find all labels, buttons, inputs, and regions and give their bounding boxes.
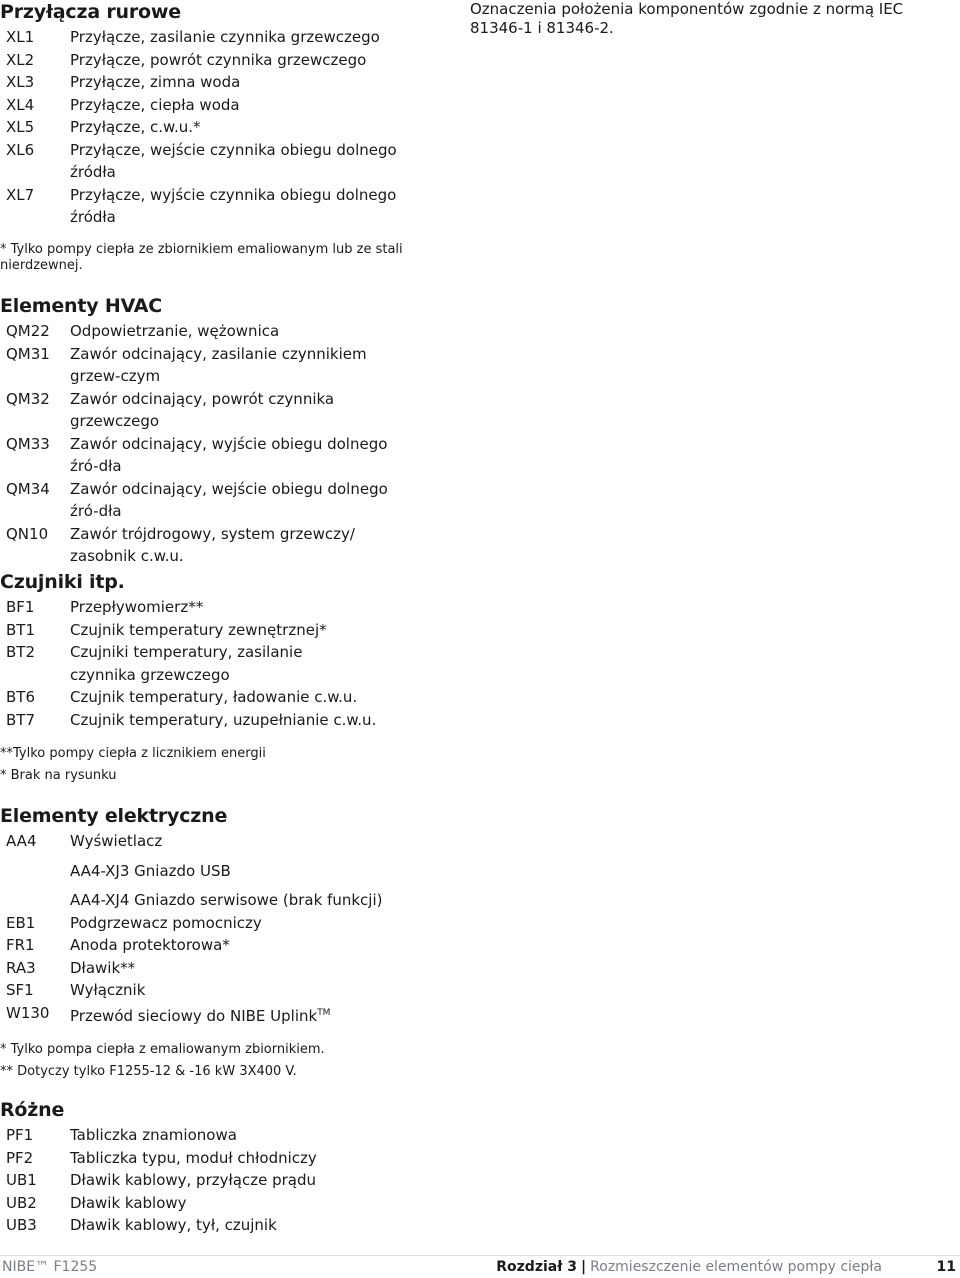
list-item: QM22 Odpowietrzanie, wężownica [6,322,280,340]
list-item: QM33 Zawór odcinający, wyjście obiegu dolnego źró-dła [6,434,388,475]
list-item: QN10 Zawór trójdrogowy, system grzewczy/ zasobnik c.w.u. [6,524,355,565]
section-heading: Przyłącza rurowe [0,1,181,23]
chapter-separator: | [581,1259,587,1275]
page-footer [0,1255,960,1278]
list-item: SF1 Wyłącznik [6,981,146,999]
product-brand: NIBE™ F1255 [2,1259,98,1275]
list-item: UB1 Dławik kablowy, przyłącze prądu [6,1171,316,1189]
list-item: EB1 Podgrzewacz pomocniczy [6,913,262,932]
list-item: XL6 Przyłącze, wejście czynnika obiegu dolnego źródła [6,140,397,181]
section-heading: Elementy elektryczne [0,805,228,827]
standard-note: Oznaczenia położenia komponentów zgodnie z normą IEC 81346-1 i 81346-2. [470,0,904,37]
section-heading: Elementy HVAC [0,295,163,317]
footnote: * Tylko pompy ciepła ze zbiornikiem emaliowanym lub ze stali nierdzewnej. [0,241,403,273]
list-item: XL4 Przyłącze, ciepła woda [6,95,240,114]
chapter-heading [496,1256,882,1278]
section-heading: Różne [0,1099,65,1121]
legend-list [0,1124,470,1237]
list-item: XL1 Przyłącze, zasilanie czynnika grzewczego [6,28,380,46]
page-number: 11 [936,1259,956,1275]
list-item: BT7 Czujnik temperatury, uzupełnianie c.w.u. [6,710,377,729]
section-sensors [0,570,470,787]
sub-item: AA4-XJ3 Gniazdo USB [70,861,231,880]
section-electrical [0,804,470,1083]
list-item: PF2 Tabliczka typu, moduł chłodniczy [6,1148,317,1167]
list-item: BT1 Czujnik temperatury zewnętrznej* [6,620,327,639]
legend-list [0,596,470,731]
list-item: BT6 Czujnik temperatury, ładowanie c.w.u. [6,688,358,706]
list-item: BT2 Czujniki temperatury, zasilanie czynnika grzewczego [6,643,303,684]
list-item: FR1 Anoda protektorowa* [6,936,230,954]
section-heading: Czujniki itp. [0,571,125,593]
list-item: XL7 Przyłącze, wyjście czynnika obiegu dolnego źródła [6,185,397,226]
section-pipe-connections [0,0,470,274]
footnote: * Tylko pompa ciepła z emaliowanym zbiornikiem. [0,1042,325,1057]
list-item: QM32 Zawór odcinający, powrót czynnika grzewczego [6,389,335,430]
list-item: UB3 Dławik kablowy, tył, czujnik [6,1216,277,1234]
section-hvac [0,294,470,568]
list-item: QM31 Zawór odcinający, zasilanie czynnikiem grzew-czym [6,344,367,385]
section-misc [0,1098,470,1237]
list-item: BF1 Przepływomierz** [6,598,204,616]
legend-list [0,830,470,1027]
footnote: * Brak na rysunku [0,768,117,783]
legend-list [0,26,470,229]
list-item: XL2 Przyłącze, powrót czynnika grzewczego [6,50,367,69]
footnote: **Tylko pompy ciepła z licznikiem energii [0,746,266,761]
sub-item: AA4-XJ4 Gniazdo serwisowe (brak funkcji) [70,891,383,909]
list-item: RA3 Dławik** [6,958,136,977]
list-item: XL5 Przyłącze, c.w.u.* [6,118,201,136]
trademark-sup: TM [317,1007,331,1018]
footnote: ** Dotyczy tylko F1255-12 & -16 kW 3X400 V. [0,1064,297,1079]
list-item: XL3 Przyłącze, zimna woda [6,73,241,91]
list-item: PF1 Tabliczka znamionowa [6,1126,237,1144]
list-item: UB2 Dławik kablowy [6,1193,187,1212]
list-item: W130 Przewód sieciowy do NIBE Uplink™ [6,1003,331,1025]
list-item: QM34 Zawór odcinający, wejście obiegu dolnego źró-dła [6,479,388,520]
legend-list [0,320,470,568]
w130-desc: Przewód sieciowy do NIBE Uplink [70,1006,318,1025]
chapter-label: Rozdział 3 [496,1259,578,1275]
list-item: AA4 Wyświetlacz [6,832,163,850]
chapter-title: Rozmieszczenie elementów pompy ciepła [590,1259,882,1275]
